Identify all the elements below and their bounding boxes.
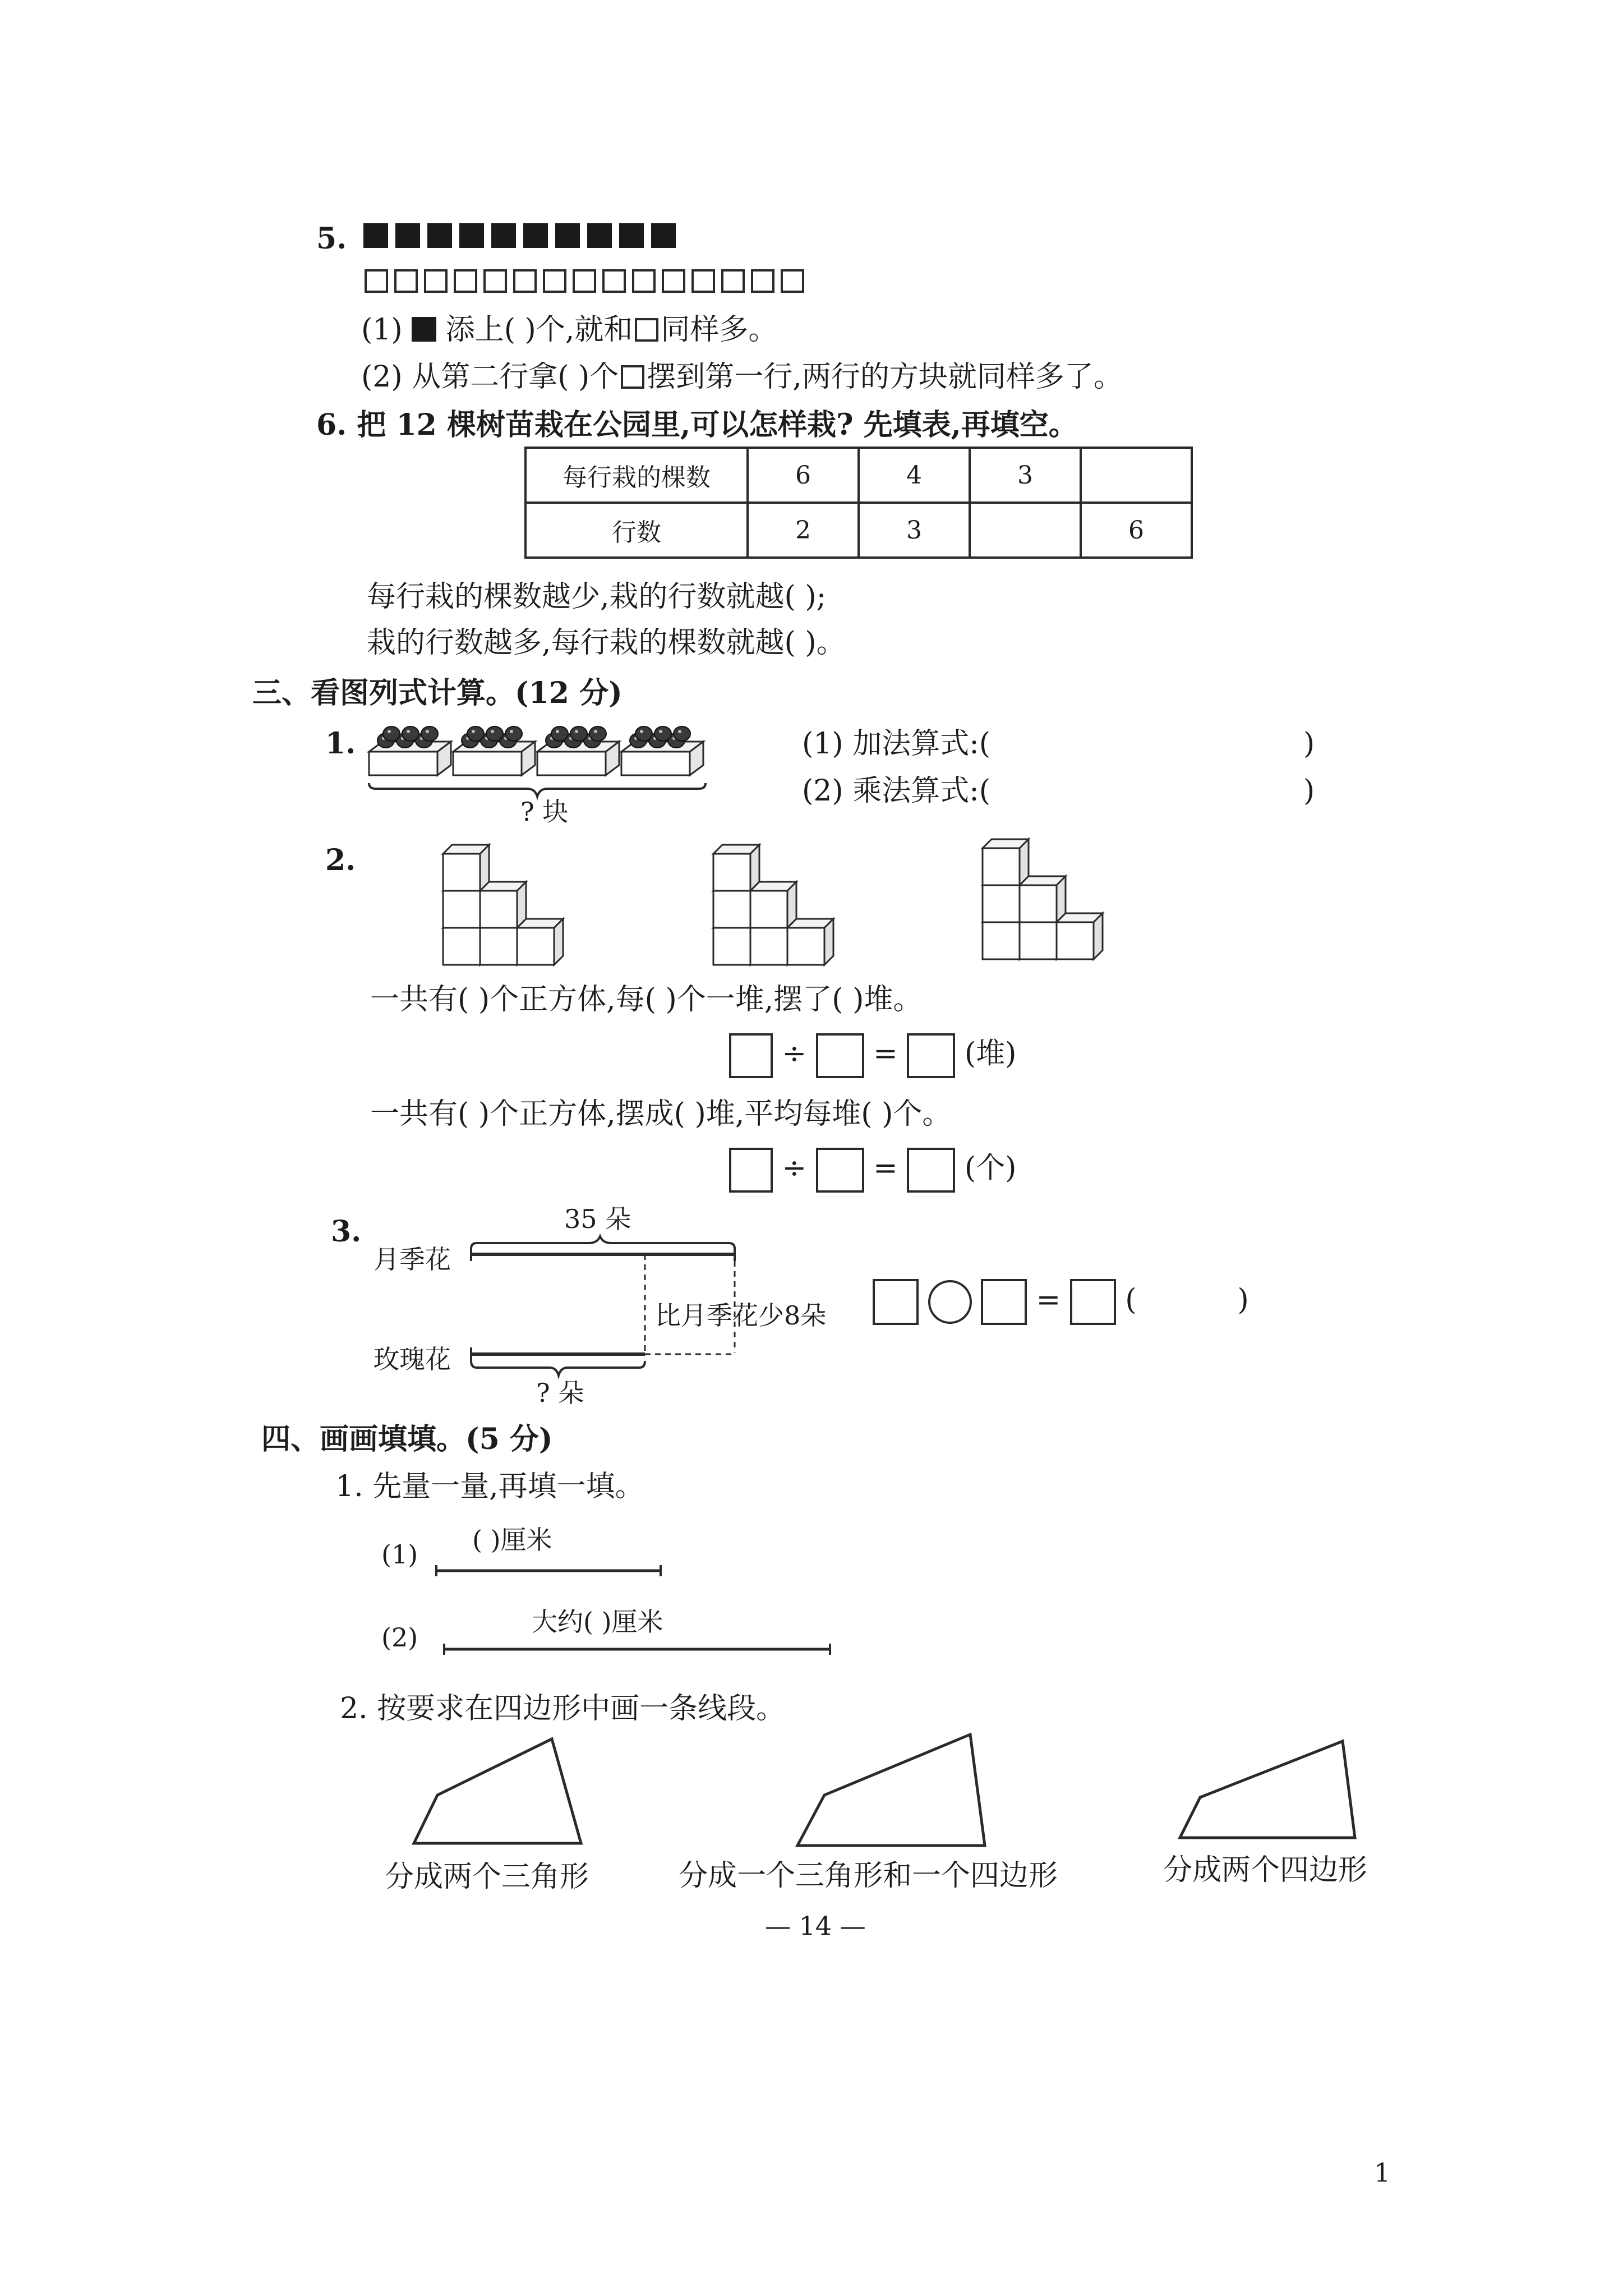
filled-square-icon (587, 223, 612, 248)
measure2-label: 大约( )厘米 (532, 1607, 663, 1637)
s3-q1-number: 1. (325, 726, 356, 761)
filled-square-icon (555, 223, 580, 248)
s3-q2-number: 2. (325, 843, 356, 877)
equals-sign: = (873, 1151, 898, 1185)
addition-close: ) (1303, 727, 1315, 761)
total-35-label: 35 朵 (564, 1204, 631, 1234)
q5-line1 (361, 313, 778, 347)
quadrilateral-2 (785, 1728, 1009, 1857)
caption-3: 分成两个四边形 (1163, 1853, 1368, 1887)
difference-label: 比月季花少8朵 (655, 1300, 827, 1331)
unit-open: ( (1125, 1283, 1137, 1317)
empty-square-icon (751, 269, 774, 293)
empty-square-icon (721, 269, 745, 293)
q2-equation1 (729, 1033, 1016, 1078)
equals-sign: = (873, 1037, 898, 1071)
empty-square-icon (635, 318, 658, 342)
q5-line2-text: (2) 从第二行拿( )个 (361, 360, 619, 394)
empty-square-icon (781, 269, 804, 293)
caption-1: 分成两个三角形 (385, 1860, 589, 1894)
cake-boxes-figure (365, 712, 712, 808)
q6-title: 6. 把 12 棵树苗栽在公园里,可以怎样栽? 先填表,再填空。 (316, 408, 1078, 442)
q5-line1-end: 同样多。 (661, 313, 778, 347)
answer-box[interactable] (907, 1033, 955, 1078)
table-cell: 6 (748, 448, 859, 503)
empty-square-icon (662, 269, 685, 293)
cake-box (537, 726, 619, 775)
top-flower-name: 月季花 (374, 1244, 451, 1274)
cake-box (369, 726, 451, 775)
filled-square-icon (427, 223, 452, 248)
filled-square-icon (395, 223, 420, 248)
filled-square-icon (491, 223, 516, 248)
measure1-number: (1) (381, 1539, 418, 1570)
brace-35 (471, 1236, 735, 1249)
row-header-rows: 行数 (525, 503, 748, 558)
answer-box[interactable] (729, 1033, 773, 1078)
page-number-center: — 14 — (765, 1911, 866, 1941)
q2-equation2 (729, 1148, 1016, 1193)
q3-equation (873, 1279, 1249, 1325)
empty-square-icon (621, 365, 644, 389)
filled-square-icon (523, 223, 548, 248)
empty-square-icon (691, 269, 715, 293)
brace-unknown (471, 1361, 645, 1375)
quadrilateral-1 (404, 1733, 594, 1857)
table-cell: 6 (1081, 503, 1192, 558)
q5-line1-rest: 添上( )个,就和 (436, 313, 633, 347)
divide-sign: ÷ (782, 1151, 807, 1185)
empty-square-icon (365, 269, 388, 293)
empty-square-icon (394, 269, 418, 293)
table-cell-blank[interactable] (970, 503, 1081, 558)
empty-square-icon (454, 269, 477, 293)
answer-box[interactable] (873, 1279, 919, 1325)
total-pieces-label: ? 块 (520, 797, 569, 827)
unknown-label: ? 朵 (536, 1378, 584, 1408)
filled-square-icon (619, 223, 644, 248)
bottom-flower-name: 玫瑰花 (374, 1344, 451, 1374)
cake-box (621, 726, 703, 775)
cube-stack-3 (977, 830, 1123, 970)
unit-close: ) (1237, 1283, 1249, 1317)
empty-square-icon (632, 269, 656, 293)
multiplication-label: (2) 乘法算式:( (802, 774, 990, 808)
q5-line1-prefix: (1) (361, 313, 412, 347)
unit-label: (堆) (964, 1037, 1017, 1071)
table-cell: 4 (859, 448, 970, 503)
operator-circle[interactable] (928, 1280, 972, 1324)
empty-square-icon (602, 269, 626, 293)
filled-square-icon (412, 317, 436, 342)
total-brace (369, 783, 706, 797)
page-number-corner: 1 (1374, 2157, 1391, 2188)
q6-fill1: 每行栽的棵数越少,栽的行数就越( ); (367, 580, 827, 614)
q5-number: 5. (316, 222, 347, 256)
q6-fill2: 栽的行数越多,每行栽的棵数就越( )。 (367, 626, 846, 660)
table-cell: 3 (859, 503, 970, 558)
q5-line2 (361, 362, 1123, 392)
segment-1 (435, 1565, 671, 1582)
answer-box[interactable] (1070, 1279, 1116, 1325)
empty-square-icon (424, 269, 448, 293)
table-cell: 3 (970, 448, 1081, 503)
multiplication-close: ) (1303, 774, 1315, 808)
filled-squares-row (363, 223, 683, 248)
empty-squares-row (365, 269, 810, 293)
empty-square-icon (573, 269, 596, 293)
equals-sign: = (1036, 1283, 1061, 1317)
segment-2 (443, 1644, 847, 1660)
filled-square-icon (363, 223, 388, 248)
cube-stack-2 (708, 836, 854, 976)
filled-square-icon (651, 223, 676, 248)
answer-box[interactable] (907, 1148, 955, 1193)
answer-box[interactable] (729, 1148, 773, 1193)
q5-line2-end: 摆到第一行,两行的方块就同样多了。 (647, 360, 1123, 394)
empty-square-icon (543, 269, 566, 293)
planting-table (524, 447, 1193, 559)
table-cell: 2 (748, 503, 859, 558)
answer-box[interactable] (816, 1148, 864, 1193)
s3-q3-number: 3. (331, 1214, 362, 1249)
empty-square-icon (513, 269, 537, 293)
answer-box[interactable] (816, 1033, 864, 1078)
quadrilateral-3 (1172, 1728, 1363, 1851)
section3-heading: 三、看图列式计算。(12 分) (252, 676, 623, 710)
caption-2: 分成一个三角形和一个四边形 (679, 1859, 1058, 1893)
table-cell-blank[interactable] (1081, 448, 1192, 503)
divide-sign: ÷ (782, 1037, 807, 1071)
empty-square-icon (483, 269, 507, 293)
q2-line2: 一共有( )个正方体,摆成( )堆,平均每堆( )个。 (370, 1097, 952, 1131)
unit-label: (个) (964, 1151, 1017, 1185)
s4-q2-title: 2. 按要求在四边形中画一条线段。 (340, 1692, 786, 1726)
answer-box[interactable] (981, 1279, 1027, 1325)
filled-square-icon (459, 223, 484, 248)
row-header-per-row: 每行栽的棵数 (525, 448, 748, 503)
s4-q1-title: 1. 先量一量,再填一填。 (335, 1470, 644, 1503)
q2-line1: 一共有( )个正方体,每( )个一堆,摆了( )堆。 (370, 983, 923, 1016)
flower-bar-diagram (471, 1232, 740, 1389)
cube-stack-1 (437, 836, 583, 976)
cake-box (453, 726, 535, 775)
measure1-label: ( )厘米 (472, 1525, 552, 1555)
addition-label: (1) 加法算式:( (802, 727, 990, 761)
measure2-number: (2) (381, 1622, 418, 1653)
section4-heading: 四、画画填填。(5 分) (261, 1422, 553, 1456)
